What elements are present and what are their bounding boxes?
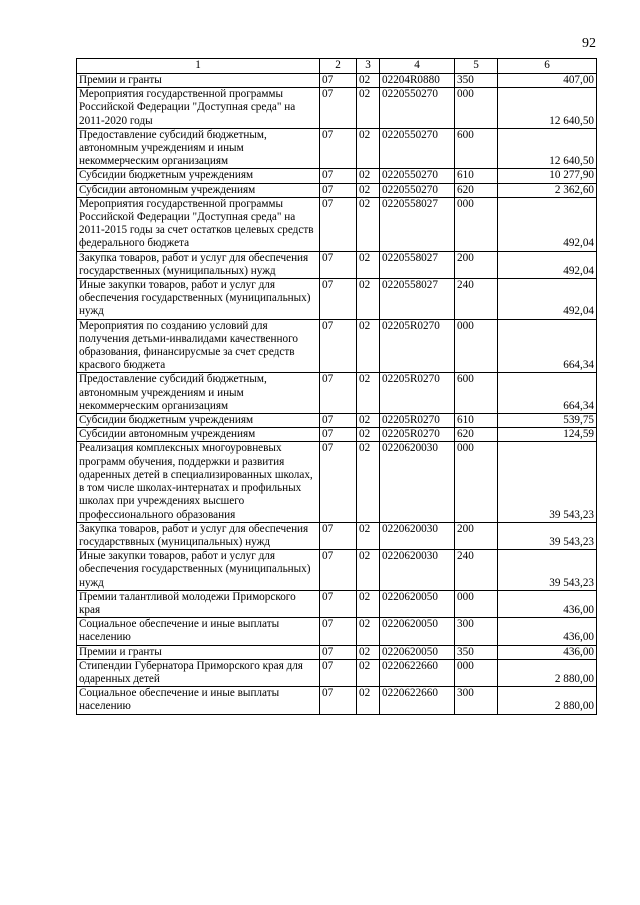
row-name: Закупка товаров, работ и услуг для обеспечения государственных (муниципальных) нужд bbox=[77, 251, 320, 278]
table-row bbox=[77, 128, 597, 169]
row-section: 07 bbox=[320, 373, 357, 414]
table-row bbox=[77, 251, 597, 278]
header-col-6: 6 bbox=[498, 59, 597, 74]
row-target-article: 0220620050 bbox=[380, 645, 455, 659]
row-section: 07 bbox=[320, 645, 357, 659]
row-section: 07 bbox=[320, 618, 357, 645]
row-expense-type: 610 bbox=[455, 169, 498, 183]
row-name: Социальное обеспечение и иные выплаты населению bbox=[77, 687, 320, 714]
row-section: 07 bbox=[320, 319, 357, 373]
row-name: Мероприятия государственной программы Российской Федерации "Доступная среда" на 2011-2020 годы bbox=[77, 88, 320, 129]
row-subsection: 02 bbox=[357, 197, 380, 251]
table-row bbox=[77, 687, 597, 714]
row-expense-type: 620 bbox=[455, 428, 498, 442]
row-subsection: 02 bbox=[357, 618, 380, 645]
row-amount: 39 543,23 bbox=[498, 442, 597, 522]
row-amount: 492,04 bbox=[498, 251, 597, 278]
row-amount: 12 640,50 bbox=[498, 128, 597, 169]
row-amount: 492,04 bbox=[498, 197, 597, 251]
row-section: 07 bbox=[320, 197, 357, 251]
row-expense-type: 240 bbox=[455, 550, 498, 591]
row-name: Субсидии бюджетным учреждениям bbox=[77, 414, 320, 428]
row-amount: 492,04 bbox=[498, 279, 597, 320]
row-subsection: 02 bbox=[357, 687, 380, 714]
row-amount: 436,00 bbox=[498, 618, 597, 645]
row-amount: 39 543,23 bbox=[498, 550, 597, 591]
row-name: Субсидии автономным учреждениям bbox=[77, 428, 320, 442]
row-amount: 2 880,00 bbox=[498, 659, 597, 686]
header-col-4: 4 bbox=[380, 59, 455, 74]
row-target-article: 0220620050 bbox=[380, 618, 455, 645]
row-target-article: 0220558027 bbox=[380, 279, 455, 320]
row-expense-type: 300 bbox=[455, 687, 498, 714]
row-amount: 12 640,50 bbox=[498, 88, 597, 129]
header-col-5: 5 bbox=[455, 59, 498, 74]
row-expense-type: 000 bbox=[455, 319, 498, 373]
table-row bbox=[77, 550, 597, 591]
row-expense-type: 610 bbox=[455, 414, 498, 428]
row-section: 07 bbox=[320, 251, 357, 278]
row-name: Мероприятия по созданию условий для получения детьми-инвалидами качественного образования, финансирусмые за счет средств красвого бюджета bbox=[77, 319, 320, 373]
row-expense-type: 000 bbox=[455, 659, 498, 686]
row-target-article: 02204R0880 bbox=[380, 74, 455, 88]
row-target-article: 0220620030 bbox=[380, 442, 455, 522]
row-expense-type: 620 bbox=[455, 183, 498, 197]
row-subsection: 02 bbox=[357, 442, 380, 522]
row-subsection: 02 bbox=[357, 74, 380, 88]
row-amount: 436,00 bbox=[498, 645, 597, 659]
row-amount: 664,34 bbox=[498, 319, 597, 373]
row-target-article: 0220550270 bbox=[380, 88, 455, 129]
header-col-3: 3 bbox=[357, 59, 380, 74]
row-subsection: 02 bbox=[357, 88, 380, 129]
row-subsection: 02 bbox=[357, 128, 380, 169]
table-row bbox=[77, 169, 597, 183]
row-section: 07 bbox=[320, 428, 357, 442]
row-expense-type: 200 bbox=[455, 251, 498, 278]
row-target-article: 0220558027 bbox=[380, 251, 455, 278]
row-subsection: 02 bbox=[357, 590, 380, 617]
row-target-article: 0220620030 bbox=[380, 522, 455, 549]
row-name: Социальное обеспечение и иные выплаты населению bbox=[77, 618, 320, 645]
table-row bbox=[77, 618, 597, 645]
table-row bbox=[77, 414, 597, 428]
row-amount: 436,00 bbox=[498, 590, 597, 617]
table-row bbox=[77, 373, 597, 414]
row-name: Предоставление субсидий бюджетным, автономным учреждениям и иным некоммерческим организациям bbox=[77, 128, 320, 169]
row-expense-type: 300 bbox=[455, 618, 498, 645]
row-target-article: 0220550270 bbox=[380, 128, 455, 169]
row-subsection: 02 bbox=[357, 279, 380, 320]
row-amount: 407,00 bbox=[498, 74, 597, 88]
row-target-article: 0220550270 bbox=[380, 169, 455, 183]
row-target-article: 0220620030 bbox=[380, 550, 455, 591]
table-row bbox=[77, 319, 597, 373]
row-subsection: 02 bbox=[357, 522, 380, 549]
row-target-article: 02205R0270 bbox=[380, 414, 455, 428]
row-name: Субсидии автономным учреждениям bbox=[77, 183, 320, 197]
row-expense-type: 000 bbox=[455, 442, 498, 522]
row-target-article: 02205R0270 bbox=[380, 319, 455, 373]
table-row bbox=[77, 88, 597, 129]
row-amount: 10 277,90 bbox=[498, 169, 597, 183]
row-section: 07 bbox=[320, 414, 357, 428]
row-name: Премии талантливой молодежи Приморского края bbox=[77, 590, 320, 617]
row-name: Премии и гранты bbox=[77, 645, 320, 659]
row-expense-type: 350 bbox=[455, 645, 498, 659]
header-row bbox=[77, 59, 597, 74]
row-expense-type: 000 bbox=[455, 88, 498, 129]
row-target-article: 0220620050 bbox=[380, 590, 455, 617]
row-section: 07 bbox=[320, 169, 357, 183]
row-section: 07 bbox=[320, 128, 357, 169]
row-subsection: 02 bbox=[357, 251, 380, 278]
table-row bbox=[77, 183, 597, 197]
row-expense-type: 200 bbox=[455, 522, 498, 549]
row-section: 07 bbox=[320, 550, 357, 591]
table-row bbox=[77, 590, 597, 617]
table-row bbox=[77, 645, 597, 659]
row-subsection: 02 bbox=[357, 414, 380, 428]
row-expense-type: 240 bbox=[455, 279, 498, 320]
row-subsection: 02 bbox=[357, 550, 380, 591]
row-amount: 2 880,00 bbox=[498, 687, 597, 714]
row-section: 07 bbox=[320, 183, 357, 197]
table-row bbox=[77, 74, 597, 88]
row-name: Субсидии бюджетным учреждениям bbox=[77, 169, 320, 183]
row-name: Предоставление субсидий бюджетным, автономным учреждениям и иным некоммерческим организациям bbox=[77, 373, 320, 414]
row-subsection: 02 bbox=[357, 183, 380, 197]
table-row bbox=[77, 522, 597, 549]
row-name: Реализация комплексных многоуровневых программ обучения, поддержки и развития одаренных детей в специализированных школах, в том числе школах-интернатах и профильных школах при учреждениях высшего профессионального образования bbox=[77, 442, 320, 522]
row-expense-type: 350 bbox=[455, 74, 498, 88]
row-expense-type: 600 bbox=[455, 373, 498, 414]
page-number: 92 bbox=[582, 36, 596, 51]
row-section: 07 bbox=[320, 590, 357, 617]
row-name: Иные закупки товаров, работ и услуг для обеспечения государственных (муниципальных) нужд bbox=[77, 550, 320, 591]
row-section: 07 bbox=[320, 442, 357, 522]
row-amount: 539,75 bbox=[498, 414, 597, 428]
row-section: 07 bbox=[320, 659, 357, 686]
row-subsection: 02 bbox=[357, 659, 380, 686]
table-row bbox=[77, 279, 597, 320]
row-target-article: 0220558027 bbox=[380, 197, 455, 251]
row-name: Мероприятия государственной программы Российской Федерации "Доступная среда" на 2011-2015 годы за счет остатков целевых средств федерального бюджета bbox=[77, 197, 320, 251]
row-target-article: 0220622660 bbox=[380, 659, 455, 686]
row-target-article: 0220550270 bbox=[380, 183, 455, 197]
row-section: 07 bbox=[320, 74, 357, 88]
row-section: 07 bbox=[320, 522, 357, 549]
row-amount: 664,34 bbox=[498, 373, 597, 414]
row-subsection: 02 bbox=[357, 645, 380, 659]
table-row bbox=[77, 428, 597, 442]
row-section: 07 bbox=[320, 88, 357, 129]
row-expense-type: 000 bbox=[455, 197, 498, 251]
row-section: 07 bbox=[320, 279, 357, 320]
table-row bbox=[77, 442, 597, 522]
row-subsection: 02 bbox=[357, 428, 380, 442]
header-col-2: 2 bbox=[320, 59, 357, 74]
row-name: Стипендии Губернатора Приморского края для одаренных детей bbox=[77, 659, 320, 686]
table-row bbox=[77, 659, 597, 686]
row-amount: 2 362,60 bbox=[498, 183, 597, 197]
table-row bbox=[77, 197, 597, 251]
row-name: Иные закупки товаров, работ и услуг для обеспечения государственных (муниципальных) нужд bbox=[77, 279, 320, 320]
row-expense-type: 000 bbox=[455, 590, 498, 617]
row-amount: 124,59 bbox=[498, 428, 597, 442]
budget-table bbox=[76, 58, 597, 715]
row-target-article: 0220622660 bbox=[380, 687, 455, 714]
header-col-1: 1 bbox=[77, 59, 320, 74]
row-name: Закупка товаров, работ и услуг для обеспечения государстввных (муниципальных) нужд bbox=[77, 522, 320, 549]
row-name: Премии и гранты bbox=[77, 74, 320, 88]
row-target-article: 02205R0270 bbox=[380, 428, 455, 442]
row-expense-type: 600 bbox=[455, 128, 498, 169]
row-amount: 39 543,23 bbox=[498, 522, 597, 549]
row-subsection: 02 bbox=[357, 319, 380, 373]
row-section: 07 bbox=[320, 687, 357, 714]
row-subsection: 02 bbox=[357, 169, 380, 183]
row-target-article: 02205R0270 bbox=[380, 373, 455, 414]
row-subsection: 02 bbox=[357, 373, 380, 414]
